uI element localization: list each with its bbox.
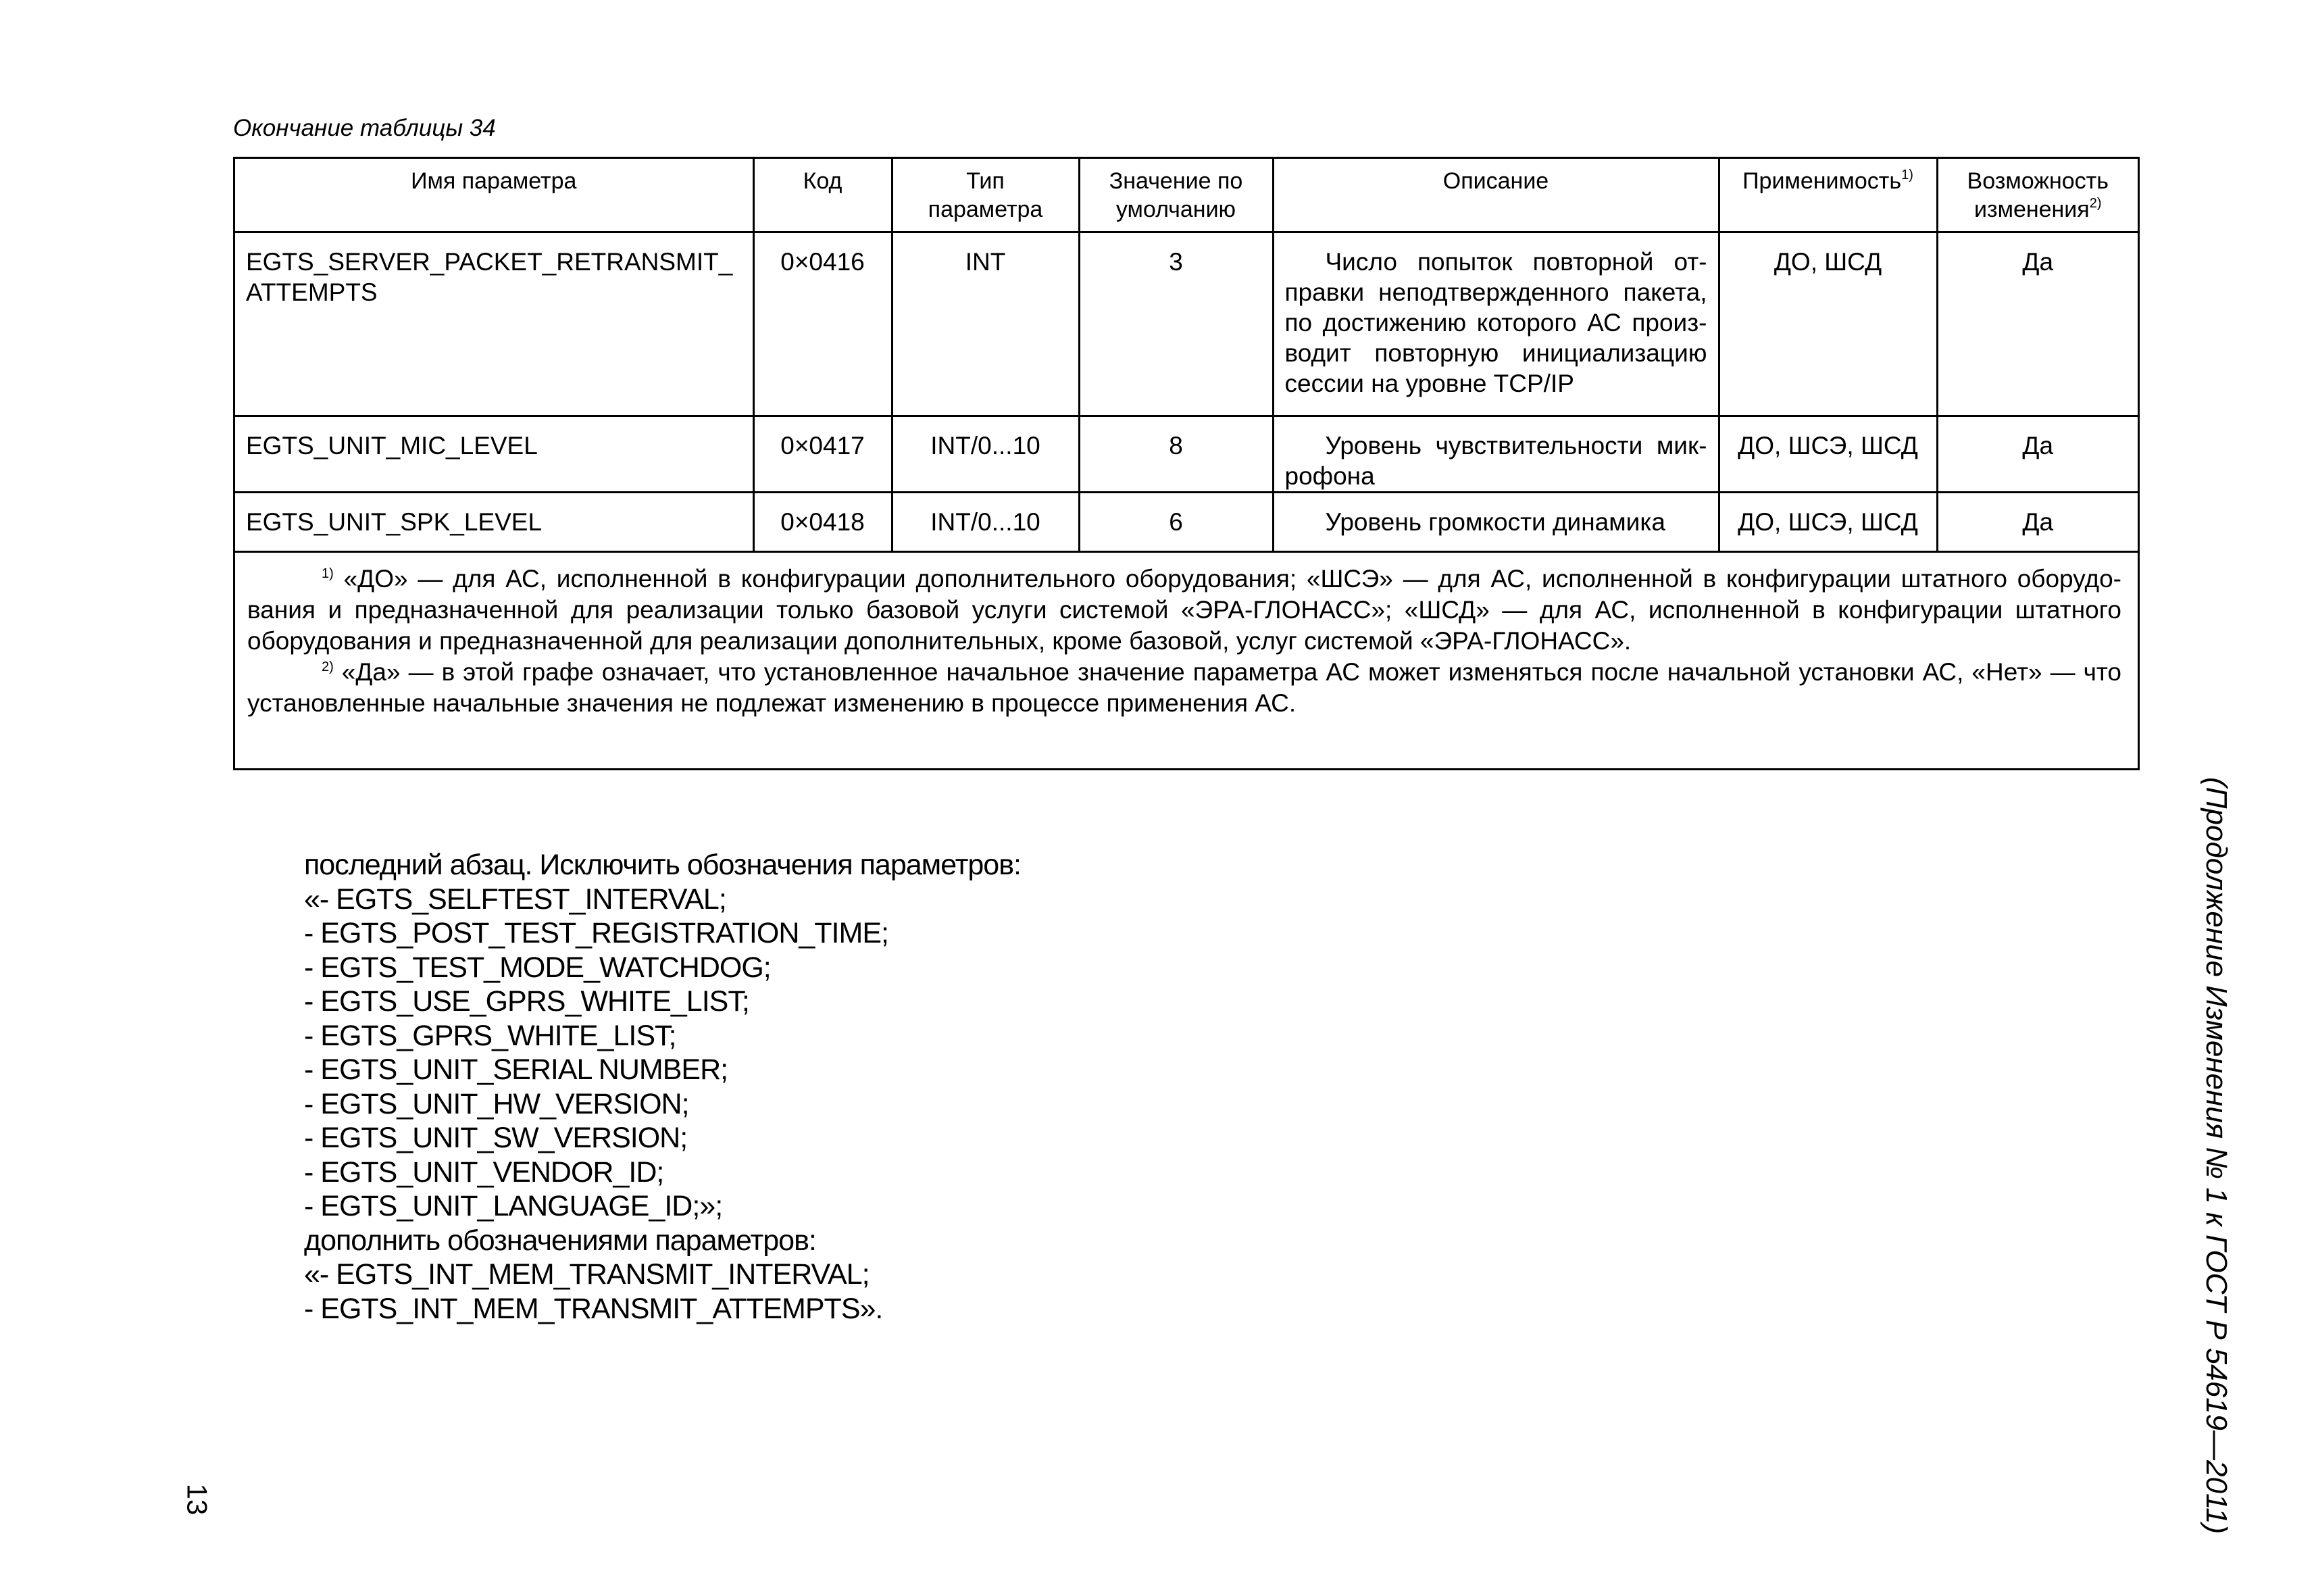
footnote-1: $^{1)}$ «ДО» — для АС, исполненной в конфигурации дополнительного оборудования; «ШСЭ» — для АС, исполненной в конфигурации штатного оборудования и предназначенной для реализации только базовой услуги системой «ЭРА-ГЛОНАСС»; «ШСД» — для АС, исполненной в конфигурации штатного оборудования и предназначенной для реализации дополнительных, кроме базовой, услуг системой «ЭРА-ГЛОНАСС». (247, 564, 2121, 655)
amendment-line: - EGTS_UNIT_VENDOR_ID; (304, 1155, 664, 1189)
cell-changeable: Да (1937, 232, 2138, 416)
table-caption: Окончание таблицы 34 (233, 115, 496, 141)
page-number: 13 (181, 1483, 213, 1516)
table-row (235, 232, 2138, 416)
amendment-text (304, 848, 1021, 1326)
footnote-2: $^{2)}$ «Да» — в этой графе означает, что установленное начальное значение параметра АС может изменяться после начальной установки АС, «Нет» — что установленные начальные значения не подлежат изменению в процессе применения АС. (247, 657, 2121, 717)
parameters-table (233, 157, 2140, 770)
table-row (235, 416, 2138, 492)
header-changeable: Возможность изменения$^{2)}$ (1937, 159, 2138, 232)
cell-code: 0×0418 (753, 492, 892, 551)
cell-default: 3 (1079, 232, 1273, 416)
amendment-line: - EGTS_UNIT_SW_VERSION; (304, 1122, 688, 1154)
cell-type: INT (892, 232, 1079, 416)
table-header-row (235, 159, 2138, 232)
footnote-mark-2: 2) (322, 659, 334, 674)
cell-description: Уровень громкости динамика (1273, 492, 1719, 551)
footnote-mark-1: 1) (322, 566, 334, 581)
amendment-line: - EGTS_GPRS_WHITE_LIST; (304, 1019, 676, 1052)
table-footnotes (235, 553, 2138, 719)
cell-type: INT/0...10 (892, 416, 1079, 492)
amendment-line: - EGTS_POST_TEST_REGISTRATION_TIME; (304, 917, 888, 949)
cell-default: 6 (1079, 492, 1273, 551)
cell-applicability: ДО, ШСЭ, ШСД (1719, 416, 1937, 492)
cell-default: 8 (1079, 416, 1273, 492)
amendment-line: - EGTS_INT_MEM_TRANSMIT_ATTEMPTS». (304, 1292, 883, 1325)
footnote-ref-1: 1) (1901, 168, 1913, 182)
header-name: Имя параметра (235, 159, 753, 232)
cell-applicability: ДО, ШСД (1719, 232, 1937, 416)
table-row (235, 492, 2138, 551)
amendment-line: - EGTS_UNIT_SERIAL NUMBER; (304, 1053, 728, 1086)
header-default: Значение по умолчанию (1079, 159, 1273, 232)
cell-name: EGTS_UNIT_MIC_LEVEL (235, 416, 753, 492)
amendment-line: последний абзац. Исключить обозначения параметров: (304, 849, 1022, 881)
amendment-line: «- EGTS_SELFTEST_INTERVAL; (304, 882, 726, 916)
parameters-grid (235, 159, 2138, 553)
amendment-line: дополнить обозначениями параметров: (304, 1224, 816, 1257)
header-description: Описание (1273, 159, 1719, 232)
header-applicability: Применимость$^{1)}$ (1719, 159, 1937, 232)
running-header: (Продолжение Изменения № 1 к ГОСТ Р 54619—2011) (2200, 777, 2233, 1535)
cell-type: INT/0...10 (892, 492, 1079, 551)
amendment-line: - EGTS_USE_GPRS_WHITE_LIST; (304, 985, 749, 1018)
cell-changeable: Да (1937, 416, 2138, 492)
header-code: Код (753, 159, 892, 232)
cell-code: 0×0416 (753, 232, 892, 416)
cell-code: 0×0417 (753, 416, 892, 492)
cell-name: EGTS_UNIT_SPK_LEVEL (235, 492, 753, 551)
footnote-ref-2: 2) (2089, 196, 2102, 211)
cell-applicability: ДО, ШСЭ, ШСД (1719, 492, 1937, 551)
cell-description: Число попыток повторной отправки неподтвержденного пакета, по достижению которого АС производит повторную инициализацию сессии на уровне TCP/IP (1273, 232, 1719, 416)
amendment-line: - EGTS_UNIT_HW_VERSION; (304, 1087, 689, 1120)
amendment-line: «- EGTS_INT_MEM_TRANSMIT_INTERVAL; (304, 1258, 870, 1291)
header-type: Тип параметра (892, 159, 1079, 232)
cell-changeable: Да (1937, 492, 2138, 551)
cell-name: EGTS_SERVER_PACKET_RETRANSMIT_ ATTEMPTS (235, 232, 753, 416)
amendment-line: - EGTS_UNIT_LANGUAGE_ID;»; (304, 1190, 723, 1222)
amendment-line: - EGTS_TEST_MODE_WATCHDOG; (304, 951, 771, 984)
cell-description: Уровень чувствительности микрофона (1273, 416, 1719, 492)
